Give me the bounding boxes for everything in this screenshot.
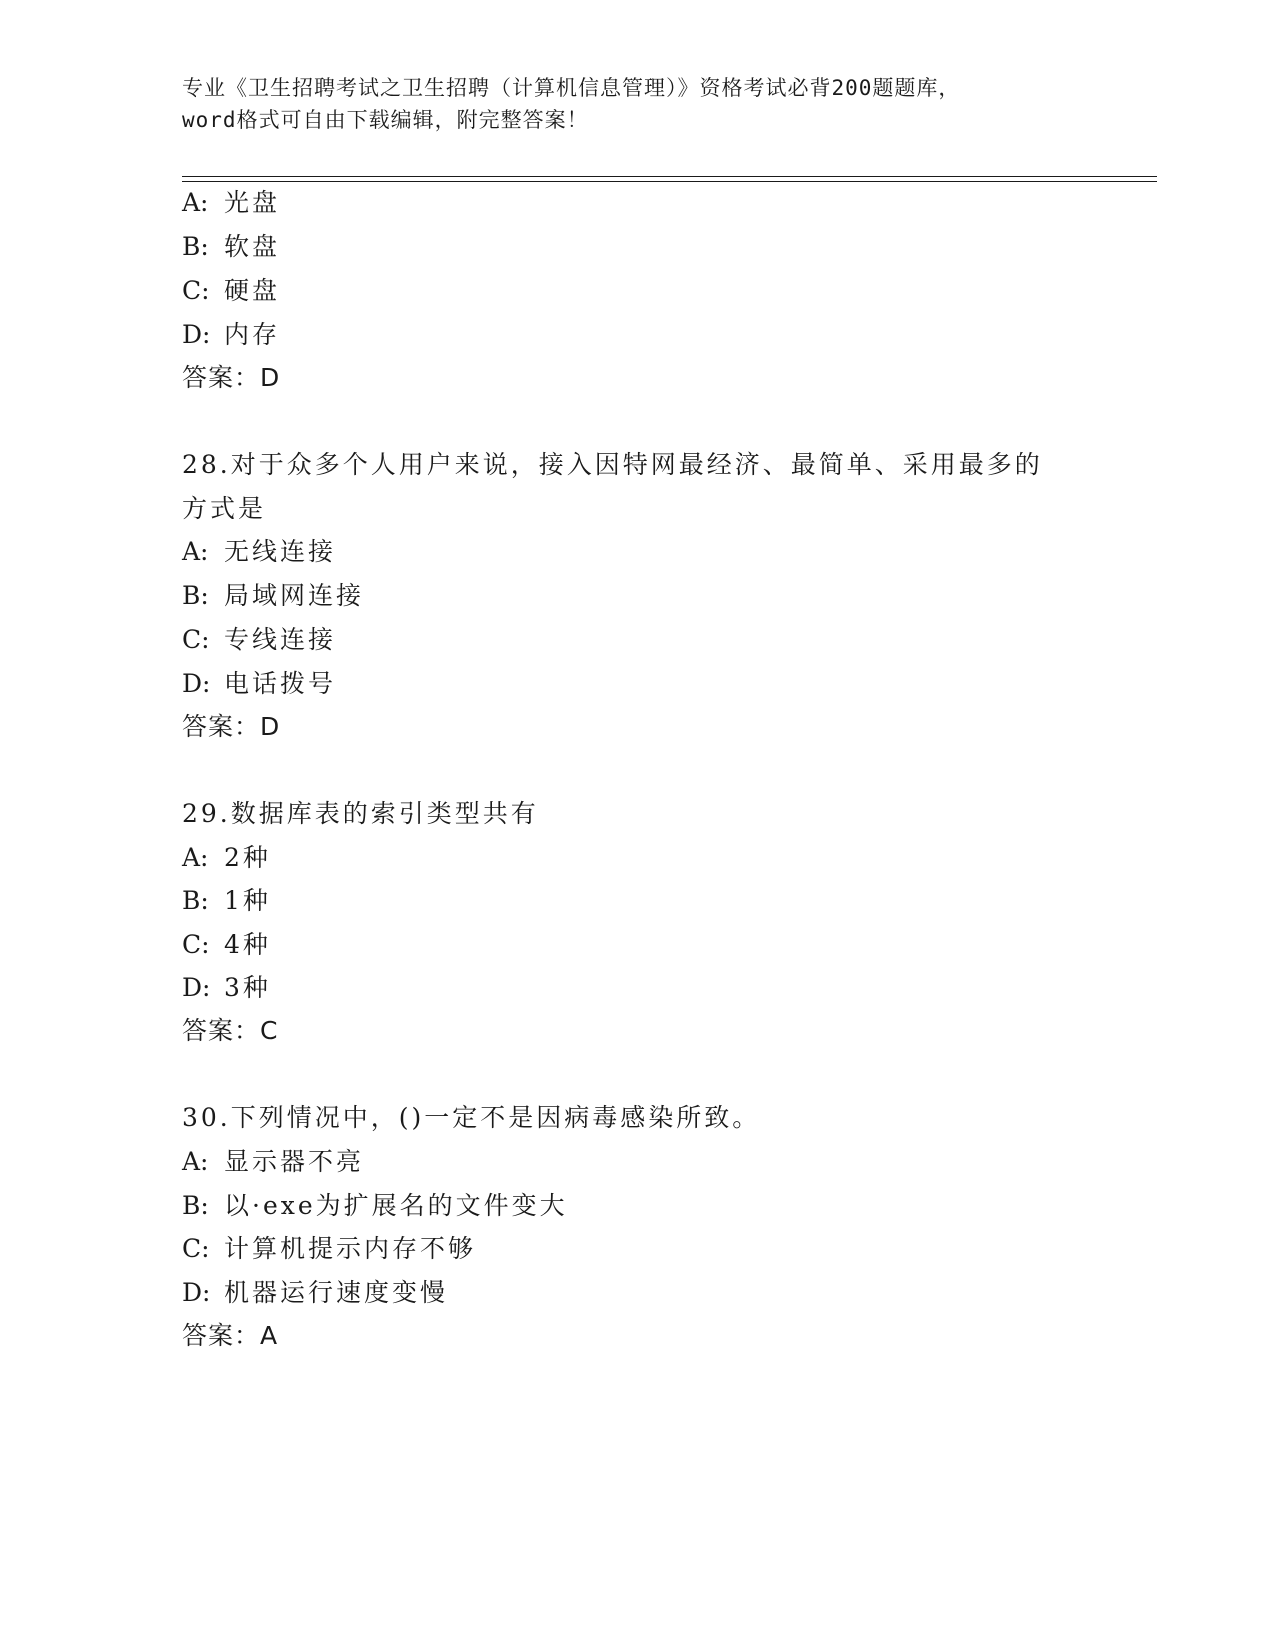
q30-option-b [182, 1189, 568, 1223]
option-prefix: C: [182, 930, 210, 959]
option-text: 局域网连接 [224, 581, 365, 610]
q27-option-b [182, 230, 280, 264]
q28-answer: 答案：D [182, 712, 281, 741]
option-text: 4种 [224, 930, 271, 959]
option-prefix: B: [182, 1191, 209, 1220]
q29-option-d [182, 971, 271, 1005]
option-text: 2种 [224, 843, 271, 872]
q29-answer: 答案：C [182, 1016, 279, 1045]
q28-option-a [182, 535, 336, 569]
option-prefix: B: [182, 232, 209, 261]
option-prefix: B: [182, 581, 209, 610]
q30-option-a [182, 1145, 364, 1179]
q28-option-c [182, 623, 336, 657]
option-text: 计算机提示内存不够 [224, 1234, 477, 1263]
option-prefix: B: [182, 886, 209, 915]
q28-option-d [182, 667, 336, 701]
option-prefix: A: [182, 537, 209, 566]
document-header [182, 72, 1082, 136]
option-prefix: C: [182, 276, 210, 305]
q30-option-c [182, 1232, 476, 1266]
header-line-1: 专业《卫生招聘考试之卫生招聘（计算机信息管理）》资格考试必背200题题库， [182, 76, 961, 100]
option-prefix: D: [182, 973, 211, 1002]
q27-option-a [182, 186, 280, 220]
option-text: 无线连接 [224, 537, 337, 566]
option-prefix: D: [182, 669, 211, 698]
q29-option-c [182, 928, 271, 962]
option-prefix: A: [182, 1147, 209, 1176]
q29-option-a [182, 841, 271, 875]
option-prefix: C: [182, 1234, 210, 1263]
option-prefix: A: [182, 843, 209, 872]
q28-stem-line-2: 方式是 [182, 494, 267, 523]
option-prefix: A: [182, 188, 209, 217]
header-divider-top [182, 176, 1157, 177]
q28-option-b [182, 579, 364, 613]
header-divider-bottom [182, 181, 1157, 182]
q30-option-d [182, 1276, 448, 1310]
option-text: 显示器不亮 [224, 1147, 365, 1176]
q27-option-c [182, 274, 280, 308]
option-text: 以·exe为扩展名的文件变大 [224, 1191, 568, 1220]
option-text: 内存 [224, 320, 281, 349]
q28-stem-line-1: 28.对于众多个人用户来说，接入因特网最经济、最简单、采用最多的 [182, 450, 1043, 479]
option-text: 软盘 [224, 232, 281, 261]
option-text: 硬盘 [224, 276, 281, 305]
option-text: 专线连接 [224, 625, 337, 654]
option-text: 1种 [224, 886, 271, 915]
q29-stem-line-1: 29.数据库表的索引类型共有 [182, 799, 539, 828]
option-prefix: C: [182, 625, 210, 654]
q27-option-d [182, 318, 280, 352]
option-text: 3种 [224, 973, 271, 1002]
option-prefix: D: [182, 320, 211, 349]
option-prefix: D: [182, 1278, 211, 1307]
q27-answer: 答案：D [182, 363, 281, 392]
header-line-2: word格式可自由下载编辑，附完整答案！ [182, 108, 589, 132]
option-text: 电话拨号 [224, 669, 337, 698]
q29-option-b [182, 884, 271, 918]
q30-stem-line-1: 30.下列情况中，()一定不是因病毒感染所致。 [182, 1103, 761, 1132]
q30-answer: 答案：A [182, 1321, 279, 1350]
option-text: 光盘 [224, 188, 281, 217]
option-text: 机器运行速度变慢 [224, 1278, 449, 1307]
